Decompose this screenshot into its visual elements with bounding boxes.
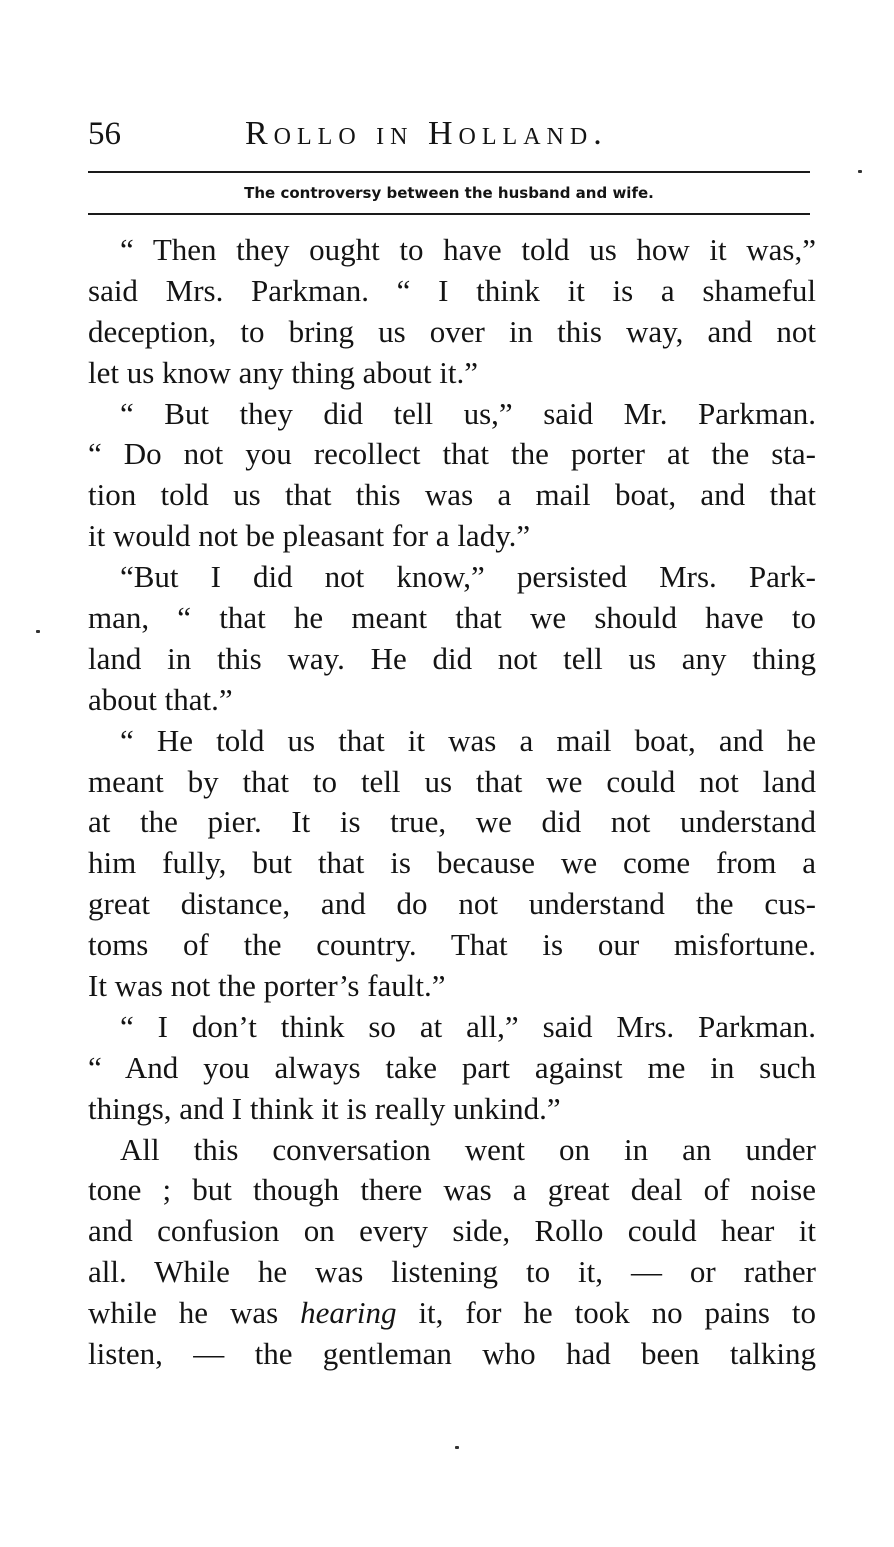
text-line: deception, to bring us over in this way, and not <box>88 313 816 349</box>
text-line: great distance, and do not understand the cus- <box>88 886 816 922</box>
italic-word: hearing <box>300 1295 397 1331</box>
text-line-with-italic <box>88 1293 816 1334</box>
text-line: “ But they did tell us,” said Mr. Parkman. <box>120 395 816 431</box>
text-line: it would not be pleasant for a lady.” <box>88 518 531 554</box>
text-line: “But I did not know,” persisted Mrs. Park- <box>120 559 816 595</box>
text-line: things, and I think it is really unkind.” <box>88 1090 561 1126</box>
body-text <box>88 230 816 1375</box>
text-line: “ Then they ought to have told us how it was,” <box>120 232 816 267</box>
text-line: All this conversation went on in an under <box>120 1131 816 1167</box>
text-line: and confusion on every side, Rollo could hear it <box>88 1213 816 1249</box>
text-line: tion told us that this was a mail boat, and that <box>88 477 816 513</box>
print-speck <box>36 630 40 633</box>
text-line: him fully, but that is because we come from a <box>88 845 816 881</box>
text-segment: while he was <box>88 1295 301 1331</box>
text-line: listen, — the gentleman who had been talking <box>88 1336 816 1372</box>
print-speck <box>858 170 862 173</box>
text-line: toms of the country. That is our misfortune. <box>88 927 816 963</box>
page-number: 56 <box>88 116 121 152</box>
text-line: man, “ that he meant that we should have to <box>88 600 816 636</box>
text-line: “ Do not you recollect that the porter at the sta- <box>88 436 816 472</box>
text-line: land in this way. He did not tell us any thing <box>88 640 816 676</box>
running-head <box>88 112 810 156</box>
section-caption: The controversy between the husband and wife. <box>244 184 654 202</box>
header-rule-bottom <box>88 213 810 215</box>
text-line: “ I don’t think so at all,” said Mrs. Parkman. <box>120 1008 816 1044</box>
print-speck <box>455 1446 459 1449</box>
text-line: let us know any thing about it.” <box>88 354 479 390</box>
text-line: “ He told us that it was a mail boat, and he <box>120 722 816 758</box>
text-segment: it, for he took no pains to <box>396 1295 816 1331</box>
text-line: about that.” <box>88 681 233 717</box>
text-line: tone ; but though there was a great deal of noise <box>88 1172 816 1208</box>
header-rule-top <box>88 171 810 173</box>
text-line: It was not the porter’s fault.” <box>88 968 446 1004</box>
text-line: meant by that to tell us that we could not land <box>88 763 816 799</box>
text-line: at the pier. It is true, we did not understand <box>88 804 816 840</box>
book-title: Rollo in Holland. <box>245 115 608 152</box>
text-line: said Mrs. Parkman. “ I think it is a shameful <box>88 272 816 308</box>
text-line: all. While he was listening to it, — or rather <box>88 1254 816 1290</box>
text-line: “ And you always take part against me in such <box>88 1049 816 1085</box>
